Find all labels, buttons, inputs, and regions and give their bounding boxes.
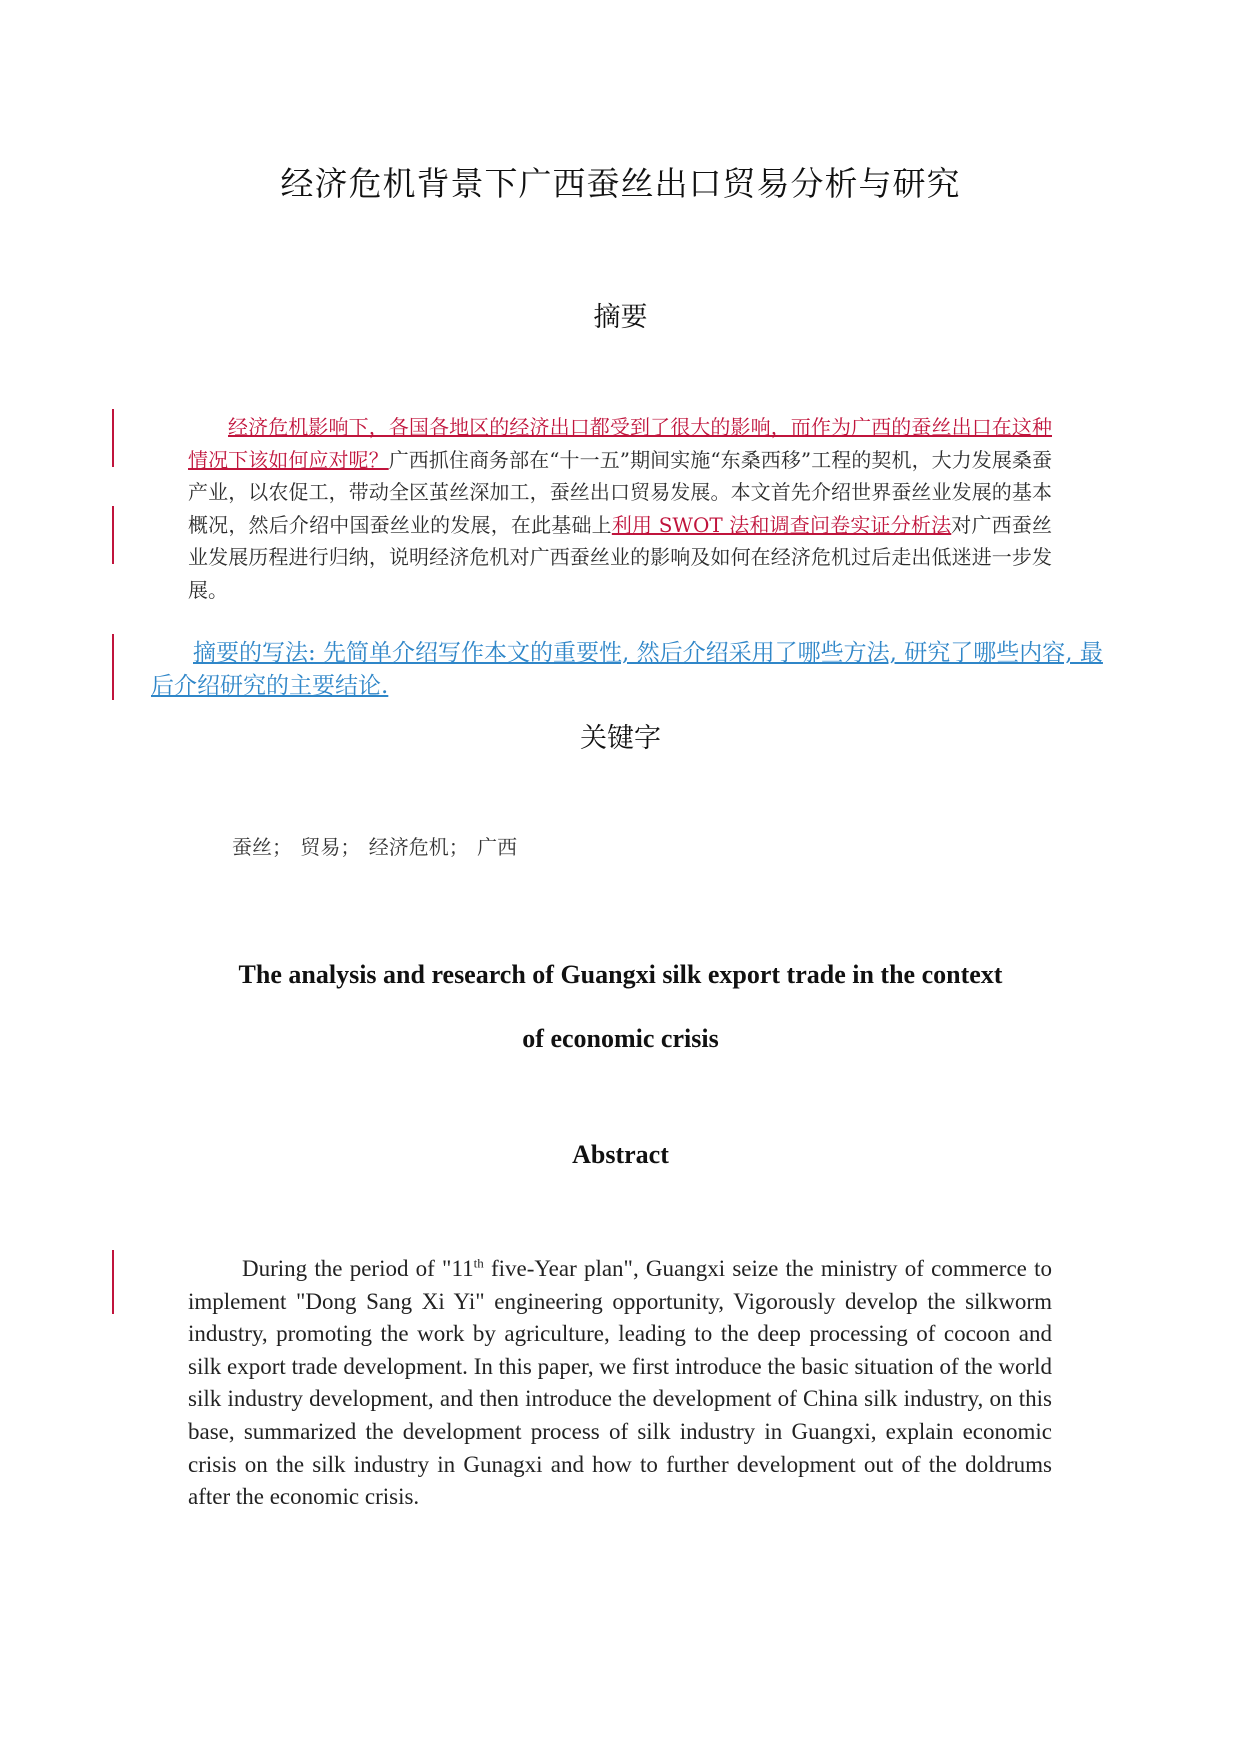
revision-text: 经济危机影响下，各国各地区的经济出口都受到了很大的影响，而作为广西的蚕丝出口在这种情况下该如何应对呢？ [188, 415, 1052, 472]
change-bar [112, 409, 114, 467]
keywords-list: 蚕丝； 贸易； 经济危机； 广西 [232, 835, 518, 859]
english-title-line: The analysis and research of Guangxi silk export trade in the context [238, 960, 1003, 989]
english-abstract [188, 1253, 1052, 1514]
writing-note: 摘要的写法: 先简单介绍写作本文的重要性, 然后介绍采用了哪些方法, 研究了哪些内容, 最后介绍研究的主要结论. [151, 640, 1103, 699]
english-title-line: of economic crisis [522, 1024, 719, 1053]
change-bar [112, 1250, 114, 1314]
english-title [0, 943, 1241, 1071]
change-bar [112, 506, 114, 564]
revision-text: 利用 SWOT 法和调查问卷实证分析法 [611, 512, 952, 537]
change-bar [112, 634, 114, 700]
chinese-abstract [188, 411, 1052, 606]
abstract-text: 广西抓住商务部在“十一五”期间实施“东桑西移”工程的契机，大力发展桑蚕产业，以农促工，带动全区茧丝深加工，蚕丝出口贸易发展。本文首先介绍世界蚕丝业发展的基本概况，然后介绍中国蚕丝业的发展，在此基础上 [188, 447, 1052, 537]
abstract-heading-en: Abstract [572, 1140, 669, 1169]
abstract-text: 对广西蚕丝业发展历程进行归纳，说明经济危机对广西蚕丝业的影响及如何在经济危机过后走出低迷进一步发展。 [188, 512, 1053, 602]
keywords-heading-cn: 关键字 [580, 723, 661, 754]
chinese-title: 经济危机背景下广西蚕丝出口贸易分析与研究 [280, 164, 961, 203]
abstract-heading-cn: 摘要 [593, 302, 648, 333]
abstract-text: five-Year plan", Guangxi seize the ministry of commerce to implement "Dong Sang Xi Yi" engineering opportunity, Vigorously develop the silkworm industry, promoting the work by agriculture, leading to the deep processing of cocoon and silk export trade development. In this paper, we first introduce the basic situation of the world silk industry development, and then introduce the development of China silk industry, on this base, summarized the development process of silk industry in Guangxi, explain economic crisis on the silk industry in Gunagxi and how to further development out of the doldrums after the economic crisis. [188, 1256, 1052, 1510]
abstract-text: During the period of "11 [242, 1256, 474, 1281]
ordinal-suffix: th [473, 1255, 484, 1271]
